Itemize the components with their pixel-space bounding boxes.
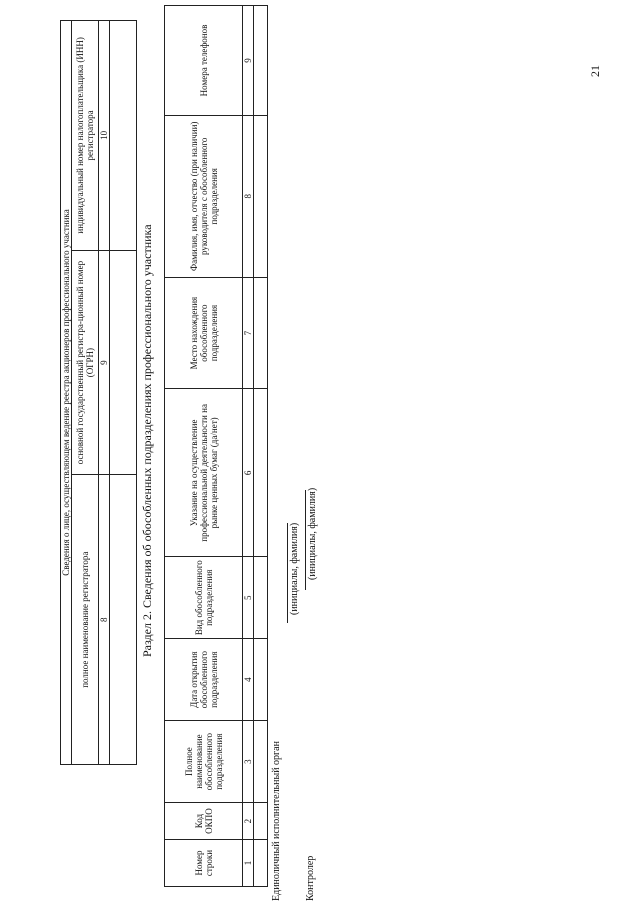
header-subdivision-type: Вид обособленного подразделения — [165, 557, 243, 639]
registrar-name-header: полное наименование регистратора — [72, 475, 99, 765]
header-head-name: Фамилия, имя, отчество (при наличии) руководителя с обособленного подразделения — [165, 115, 243, 277]
col-number-4: 4 — [243, 639, 254, 721]
header-open-date: Дата открытия обособленного подразделения — [165, 639, 243, 721]
col-number-10: 10 — [99, 21, 110, 251]
col-number-8: 8 — [99, 475, 110, 765]
executive-signature-line — [287, 523, 288, 623]
empty-cell — [254, 6, 268, 116]
empty-cell — [254, 803, 268, 840]
registrar-inn-header: индивидуальный номер налогоплательщика (ИНН) регистратора — [72, 21, 99, 251]
empty-cell — [254, 389, 268, 557]
section-2-heading: Раздел 2. Сведения об обособленных подразделениях профессионального участника — [140, 224, 154, 657]
subdivisions-table — [164, 5, 268, 887]
registrar-table-title: Сведения о лице, осуществляющем ведение реестра акционеров профессионального участника — [61, 21, 72, 765]
col-number-9: 9 — [243, 6, 254, 116]
executive-label: Единоличный исполнительный орган — [271, 741, 282, 901]
header-phones: Номера телефонов — [165, 6, 243, 116]
col-number-5: 5 — [243, 557, 254, 639]
empty-cell — [254, 840, 268, 887]
col-number-9: 9 — [99, 250, 110, 475]
registrar-ogrn-cell — [110, 250, 137, 475]
empty-cell — [254, 557, 268, 639]
controller-caption: (инициалы, фамилия) — [307, 487, 318, 580]
header-row-number: Номер строки — [165, 840, 243, 887]
col-number-6: 6 — [243, 389, 254, 557]
registrar-info-table — [60, 20, 137, 765]
col-number-1: 1 — [243, 840, 254, 887]
executive-caption: (инициалы, фамилия) — [289, 522, 300, 615]
empty-cell — [254, 721, 268, 803]
registrar-inn-cell — [110, 21, 137, 251]
col-number-2: 2 — [243, 803, 254, 840]
registrar-name-cell — [110, 475, 137, 765]
col-number-3: 3 — [243, 721, 254, 803]
header-full-name: Полное наименование обособленного подразделения — [165, 721, 243, 803]
header-location: Место нахождения обособленного подразделения — [165, 277, 243, 389]
header-okpo-code: Код ОКПО — [165, 803, 243, 840]
col-number-7: 7 — [243, 277, 254, 389]
registrar-ogrn-header: основной государственный регистра-ционный номер (ОГРН) — [72, 250, 99, 475]
controller-label: Контролер — [305, 855, 316, 901]
header-professional-activity: Указание на осуществление профессиональной деятельности на рынке ценных бумаг (да/нет) — [165, 389, 243, 557]
page-number: 21 — [588, 65, 602, 77]
empty-cell — [254, 115, 268, 277]
controller-signature-line — [305, 490, 306, 590]
empty-cell — [254, 277, 268, 389]
empty-cell — [254, 639, 268, 721]
col-number-8: 8 — [243, 115, 254, 277]
